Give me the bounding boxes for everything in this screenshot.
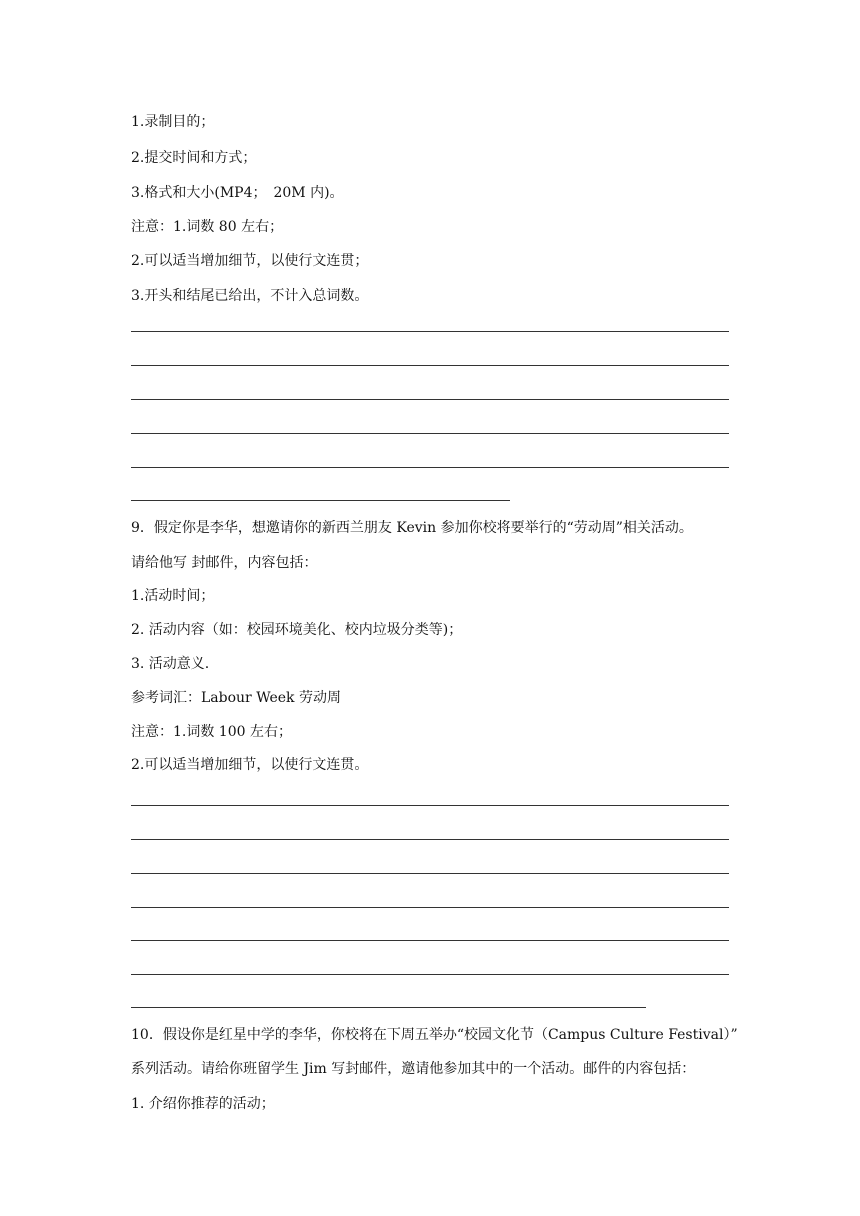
answer-line[interactable] <box>131 1007 646 1008</box>
question-9-prompt: 9．假定你是李华，想邀请你的新西兰朋友 Kevin 参加你校将要举行的“劳动周”相关活动。 <box>131 520 693 536</box>
answer-line[interactable] <box>131 467 729 468</box>
content-item: 2. 活动内容（如：校园环境美化、校内垃圾分类等)； <box>131 622 463 638</box>
reference-vocab: 参考词汇：Labour Week 劳动周 <box>131 690 341 706</box>
answer-line[interactable] <box>131 907 729 908</box>
answer-line[interactable] <box>131 331 729 332</box>
note-item: 3.开头和结尾已给出，不计入总词数。 <box>131 288 369 304</box>
question-10-prompt-cont: 系列活动。请给你班留学生 Jim 写封邮件，邀请他参加其中的一个活动。邮件的内容包括： <box>131 1061 696 1077</box>
content-item: 1. 介绍你推荐的活动； <box>131 1096 275 1112</box>
answer-line[interactable] <box>131 500 510 501</box>
requirement-item: 3.格式和大小(MP4； 20M 内)。 <box>131 185 344 201</box>
note-item: 注意：1.词数 80 左右； <box>131 219 284 235</box>
requirement-item: 2.提交时间和方式； <box>131 150 257 166</box>
answer-line[interactable] <box>131 873 729 874</box>
answer-line[interactable] <box>131 399 729 400</box>
note-item: 2.可以适当增加细节，以使行文连贯； <box>131 253 369 269</box>
note-item: 注意：1.词数 100 左右； <box>131 724 292 740</box>
note-item: 2.可以适当增加细节，以使行文连贯。 <box>131 757 369 773</box>
content-item: 3. 活动意义. <box>131 656 210 672</box>
content-item: 1.活动时间； <box>131 588 215 604</box>
answer-line[interactable] <box>131 839 729 840</box>
answer-line[interactable] <box>131 365 729 366</box>
answer-line[interactable] <box>131 805 729 806</box>
question-10-prompt: 10．假设你是红星中学的李华，你校将在下周五举办“校园文化节（Campus Culture Festival）” <box>131 1027 738 1043</box>
answer-line[interactable] <box>131 974 729 975</box>
question-9-prompt-cont: 请给他写 封邮件，内容包括： <box>131 555 318 571</box>
answer-line[interactable] <box>131 433 729 434</box>
answer-line[interactable] <box>131 940 729 941</box>
requirement-item: 1.录制目的； <box>131 114 215 130</box>
